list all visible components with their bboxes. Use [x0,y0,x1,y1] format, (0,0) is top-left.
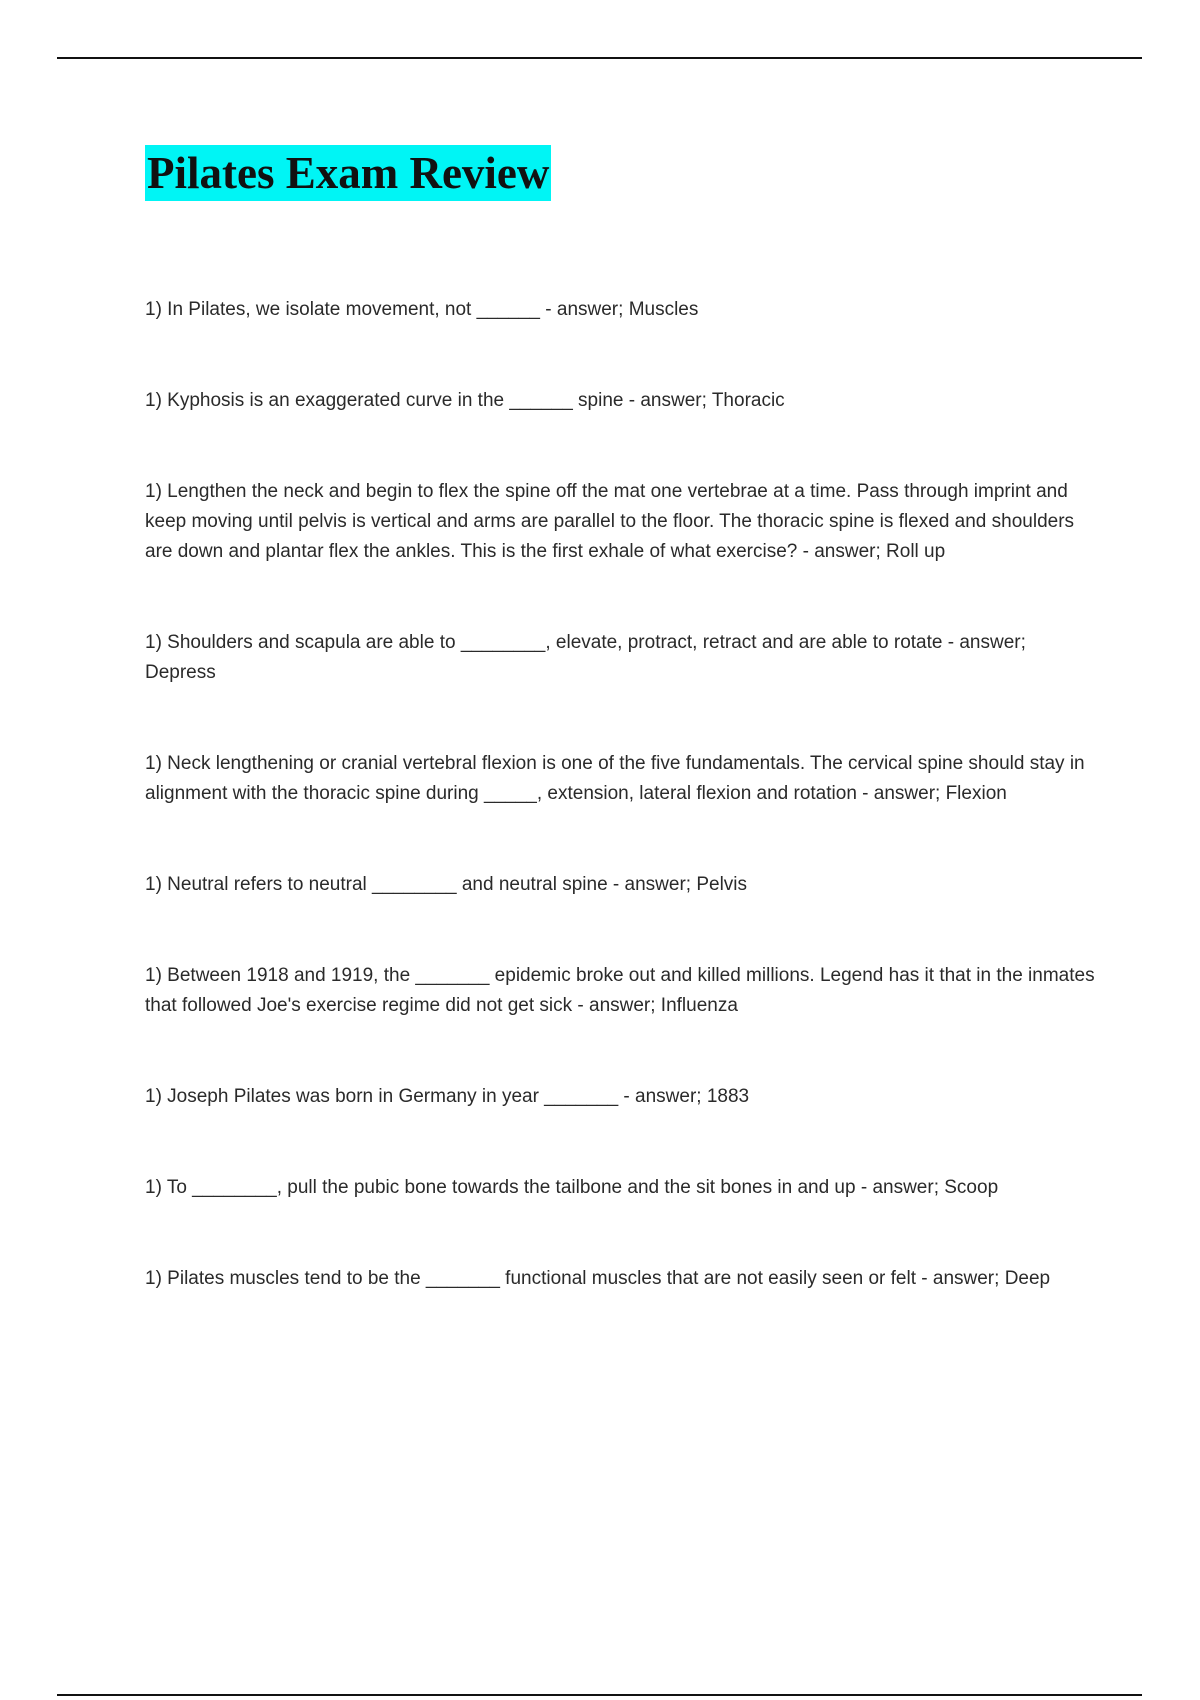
question-item: 1) Shoulders and scapula are able to ________, elevate, protract, retract and are able to rotate - answer; Depress [145,632,1026,683]
question-item: 1) Lengthen the neck and begin to flex the spine off the mat one vertebrae at a time. Pass through imprint and keep moving until pelvis is vertical and arms are parallel to the floor. The thoracic spine is flexed and shoulders are down and plantar flex the ankles. This is the first exhale of what exercise? - answer; Roll up [145,481,1075,562]
question-item: 1) Pilates muscles tend to be the _______ functional muscles that are not easily seen or felt - answer; Deep [145,1268,1051,1289]
question-item: 1) Neutral refers to neutral ________ and neutral spine - answer; Pelvis [145,874,748,895]
document-body [145,145,1095,1355]
document-title: Pilates Exam Review [145,145,551,201]
question-item: 1) Between 1918 and 1919, the _______ epidemic broke out and killed millions. Legend has it that in the inmates that followed Joe's exercise regime did not get sick - answer; Influenza [145,965,1095,1016]
question-list [145,295,1095,1294]
question-item: 1) Joseph Pilates was born in Germany in year _______ - answer; 1883 [145,1086,750,1107]
question-item: 1) In Pilates, we isolate movement, not ______ - answer; Muscles [145,299,699,320]
question-item: 1) Neck lengthening or cranial vertebral flexion is one of the five fundamentals. The cervical spine should stay in alignment with the thoracic spine during _____, extension, lateral flexion and rotation - answer; Flexion [145,753,1085,804]
top-rule [57,57,1142,59]
question-item: 1) To ________, pull the pubic bone towards the tailbone and the sit bones in and up - answer; Scoop [145,1177,999,1198]
bottom-rule [57,1694,1142,1696]
question-item: 1) Kyphosis is an exaggerated curve in the ______ spine - answer; Thoracic [145,390,785,411]
